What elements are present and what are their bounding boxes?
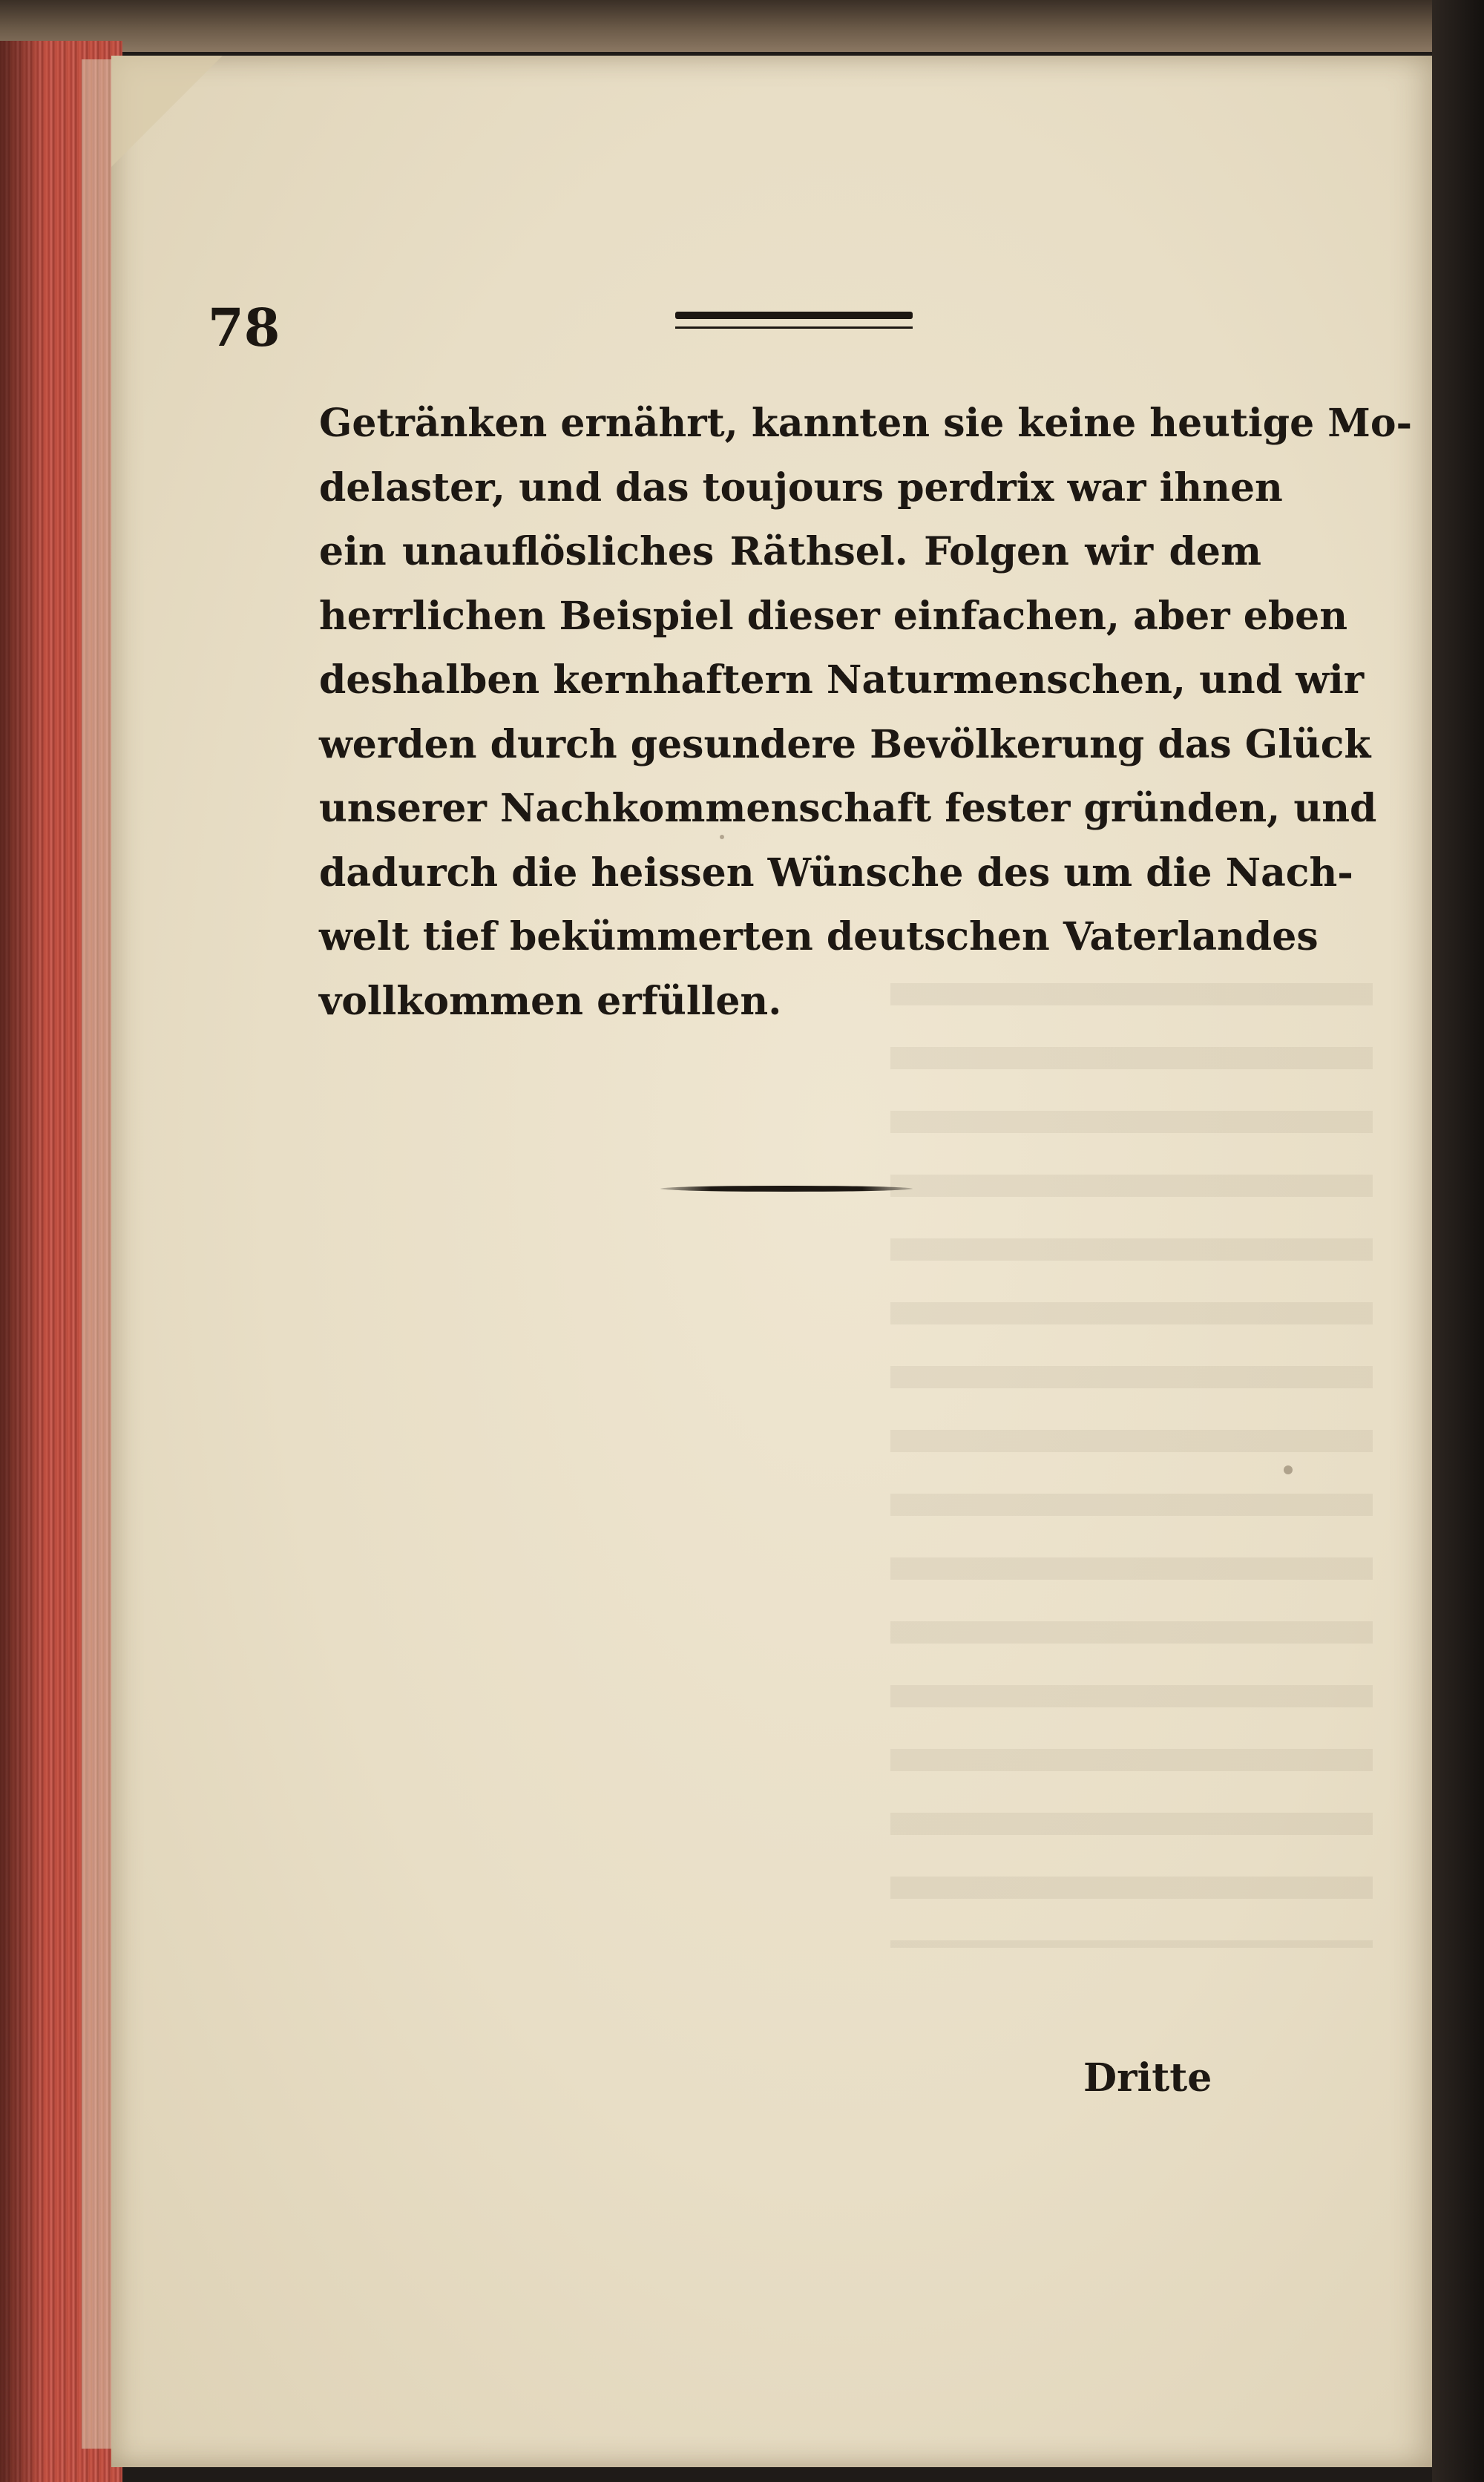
page-number: 78 bbox=[208, 297, 280, 358]
show-through-texture bbox=[890, 983, 1373, 1948]
book-binding-right bbox=[1432, 0, 1484, 2482]
header-rule bbox=[675, 312, 913, 319]
text-line: unserer Nachkommenschaft fester gründen, und bbox=[319, 786, 1377, 831]
text-line: herrlichen Beispiel dieser einfachen, aber eben bbox=[319, 593, 1348, 639]
book-cover-top-edge bbox=[0, 0, 1484, 52]
text-line: welt tief bekümmerten deutschen Vaterlandes bbox=[319, 914, 1319, 959]
body-text bbox=[319, 392, 1413, 1034]
section-end-rule bbox=[660, 1186, 913, 1192]
folded-page-corner bbox=[111, 56, 223, 167]
text-line: werden durch gesundere Bevölkerung das Glück bbox=[319, 721, 1371, 767]
page-stack-shadow bbox=[0, 41, 45, 2482]
text-line: delaster, und das toujours perdrix war ihnen bbox=[319, 464, 1283, 510]
text-line: Getränken ernährt, kannten sie keine heutige Mo- bbox=[319, 401, 1413, 446]
header-rule-thin bbox=[675, 326, 913, 329]
catchword: Dritte bbox=[1083, 2055, 1212, 2101]
text-line: vollkommen erfüllen. bbox=[319, 978, 782, 1024]
text-line: deshalben kernhaftern Naturmenschen, und wir bbox=[319, 657, 1365, 703]
paper-spot bbox=[1284, 1465, 1293, 1474]
text-line: ein unauflösliches Räthsel. Folgen wir dem bbox=[319, 529, 1261, 574]
text-line: dadurch die heissen Wünsche des um die Nach- bbox=[319, 850, 1353, 896]
